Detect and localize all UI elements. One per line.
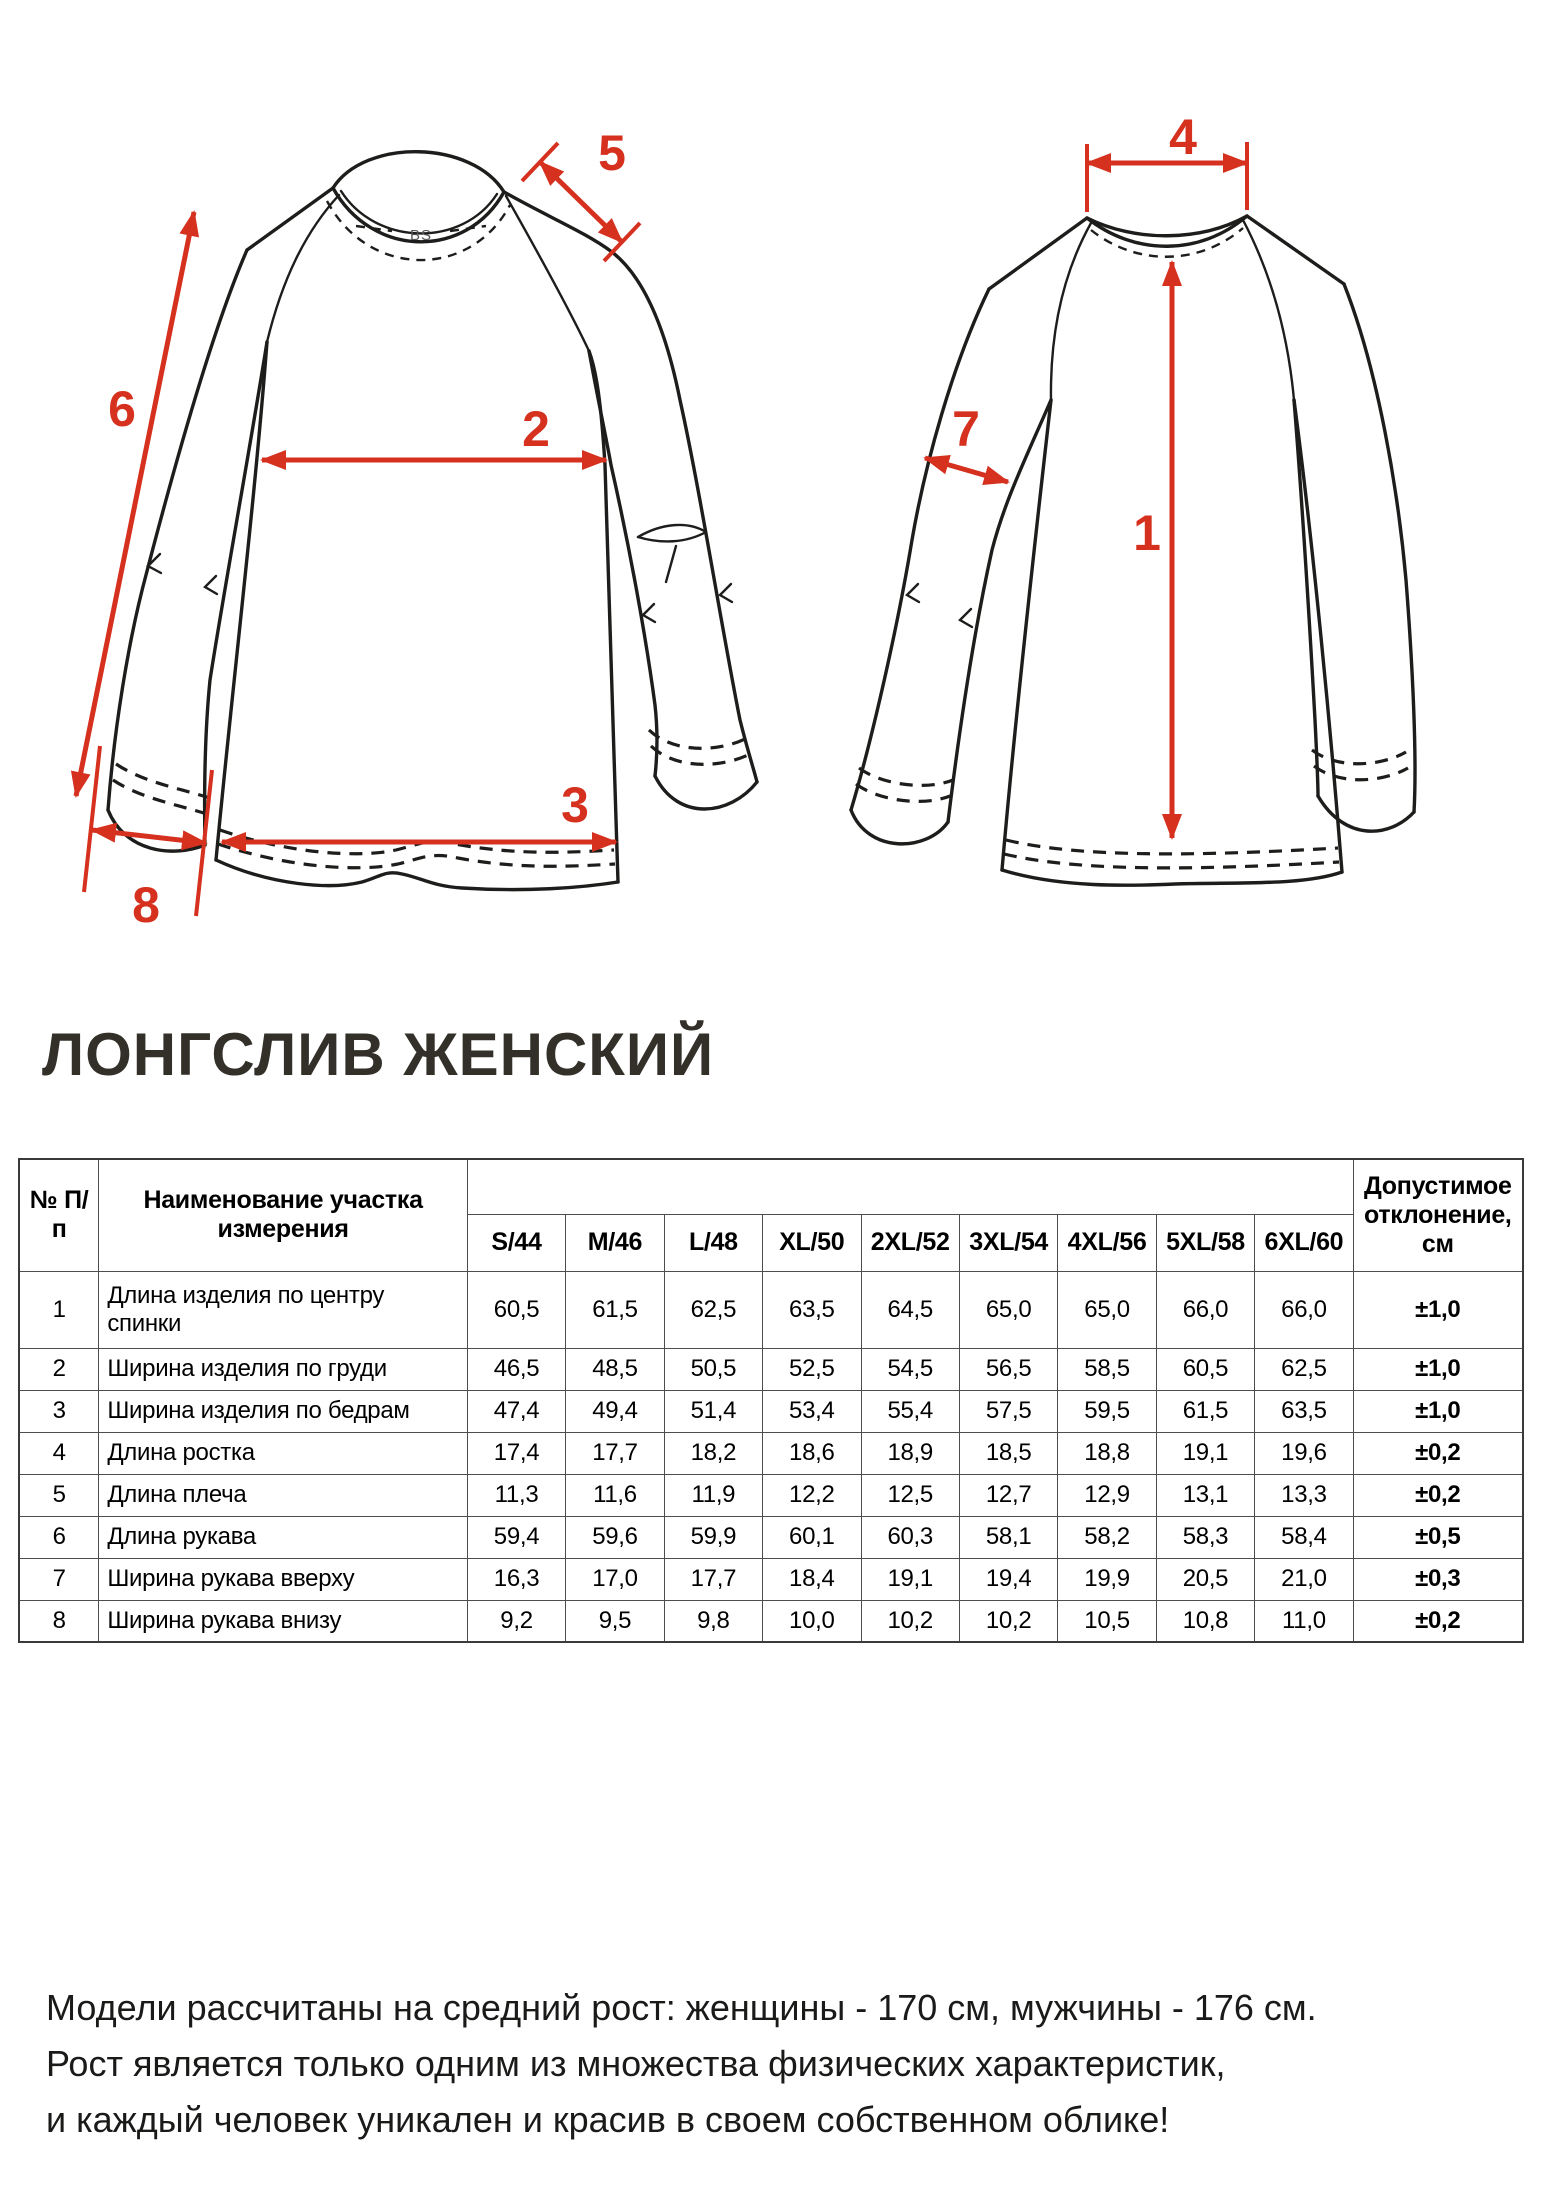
row-name: Ширина изделия по бедрам (99, 1390, 467, 1432)
cell-tolerance: ±0,2 (1353, 1600, 1523, 1642)
dimension-label-1: 1 (1133, 505, 1161, 561)
cell-value: 10,5 (1058, 1600, 1156, 1642)
dimension-label-8: 8 (132, 877, 160, 933)
table-row (19, 1348, 1523, 1390)
cell-value: 17,7 (664, 1558, 762, 1600)
cell-value: 66,0 (1255, 1271, 1353, 1348)
neck-tag-label: BS (409, 227, 433, 244)
cell-value: 57,5 (959, 1390, 1057, 1432)
table-row (19, 1474, 1523, 1516)
cell-value: 58,5 (1058, 1348, 1156, 1390)
size-header: 2XL/52 (861, 1214, 959, 1271)
cell-value: 12,5 (861, 1474, 959, 1516)
dimension-arrow-1 (1133, 262, 1172, 838)
column-header-tolerance: Допустимое отклонение, см (1353, 1159, 1523, 1271)
cell-value: 20,5 (1156, 1558, 1254, 1600)
table-row (19, 1516, 1523, 1558)
cell-value: 17,7 (566, 1432, 664, 1474)
size-header: S/44 (467, 1214, 565, 1271)
cell-tolerance: ±0,2 (1353, 1474, 1523, 1516)
cell-value: 60,5 (467, 1271, 565, 1348)
row-num: 8 (19, 1600, 99, 1642)
cell-value: 9,2 (467, 1600, 565, 1642)
dimension-label-7: 7 (952, 401, 980, 457)
cell-value: 50,5 (664, 1348, 762, 1390)
dimension-arrow-4 (1087, 109, 1247, 212)
footer-note (46, 1980, 1516, 2148)
cell-value: 61,5 (566, 1271, 664, 1348)
cell-tolerance: ±0,2 (1353, 1432, 1523, 1474)
cell-value: 58,1 (959, 1516, 1057, 1558)
cell-value: 60,5 (1156, 1348, 1254, 1390)
size-header: L/48 (664, 1214, 762, 1271)
cell-value: 63,5 (1255, 1390, 1353, 1432)
cell-value: 12,7 (959, 1474, 1057, 1516)
cell-value: 19,4 (959, 1558, 1057, 1600)
row-name: Длина рукава (99, 1516, 467, 1558)
cell-value: 59,6 (566, 1516, 664, 1558)
footer-line: Рост является только одним из множества физических характеристик, (46, 2043, 1226, 2084)
cell-value: 12,9 (1058, 1474, 1156, 1516)
dimension-arrow-3 (222, 777, 616, 842)
cell-value: 19,1 (1156, 1432, 1254, 1474)
cell-value: 54,5 (861, 1348, 959, 1390)
cell-value: 9,5 (566, 1600, 664, 1642)
cell-value: 10,2 (861, 1600, 959, 1642)
size-header: 6XL/60 (1255, 1214, 1353, 1271)
row-num: 4 (19, 1432, 99, 1474)
row-num: 7 (19, 1558, 99, 1600)
cell-value: 63,5 (763, 1271, 861, 1348)
footer-line: и каждый человек уникален и красив в своем собственном облике! (46, 2099, 1170, 2140)
row-num: 5 (19, 1474, 99, 1516)
row-name: Длина плеча (99, 1474, 467, 1516)
table-row (19, 1390, 1523, 1432)
cell-value: 51,4 (664, 1390, 762, 1432)
column-header-name: Наименование участка измерения (99, 1159, 467, 1271)
cell-value: 18,4 (763, 1558, 861, 1600)
dimension-label-4: 4 (1169, 109, 1197, 165)
row-name: Ширина изделия по груди (99, 1348, 467, 1390)
cell-value: 56,5 (959, 1348, 1057, 1390)
cell-value: 53,4 (763, 1390, 861, 1432)
cell-value: 11,3 (467, 1474, 565, 1516)
dimension-label-6: 6 (108, 381, 136, 437)
cell-value: 11,0 (1255, 1600, 1353, 1642)
size-header: 4XL/56 (1058, 1214, 1156, 1271)
garment-measurement-diagram (0, 70, 1542, 970)
cell-value: 47,4 (467, 1390, 565, 1432)
dimension-arrow-2 (262, 401, 606, 460)
cell-value: 18,9 (861, 1432, 959, 1474)
cell-value: 10,2 (959, 1600, 1057, 1642)
cell-value: 10,8 (1156, 1600, 1254, 1642)
front-view-drawing (108, 152, 757, 890)
cell-value: 59,5 (1058, 1390, 1156, 1432)
cell-value: 19,9 (1058, 1558, 1156, 1600)
dimension-label-3: 3 (561, 777, 589, 833)
dimension-arrow-5 (522, 125, 640, 261)
cell-value: 12,2 (763, 1474, 861, 1516)
cell-value: 17,0 (566, 1558, 664, 1600)
cell-value: 58,2 (1058, 1516, 1156, 1558)
cell-value: 49,4 (566, 1390, 664, 1432)
cell-value: 17,4 (467, 1432, 565, 1474)
cell-value: 59,9 (664, 1516, 762, 1558)
cell-value: 11,6 (566, 1474, 664, 1516)
table-row (19, 1271, 1523, 1348)
row-name: Ширина рукава внизу (99, 1600, 467, 1642)
cell-tolerance: ±1,0 (1353, 1271, 1523, 1348)
cell-tolerance: ±1,0 (1353, 1390, 1523, 1432)
row-num: 1 (19, 1271, 99, 1348)
cell-value: 61,5 (1156, 1390, 1254, 1432)
cell-value: 60,1 (763, 1516, 861, 1558)
cell-value: 65,0 (1058, 1271, 1156, 1348)
size-chart-table (18, 1158, 1524, 1643)
sizes-group-header (467, 1159, 1353, 1214)
row-num: 2 (19, 1348, 99, 1390)
row-num: 6 (19, 1516, 99, 1558)
cell-value: 58,3 (1156, 1516, 1254, 1558)
row-name: Длина ростка (99, 1432, 467, 1474)
cell-value: 18,8 (1058, 1432, 1156, 1474)
dimension-arrow-7 (925, 401, 1008, 482)
cell-value: 58,4 (1255, 1516, 1353, 1558)
size-header: XL/50 (763, 1214, 861, 1271)
size-header: 3XL/54 (959, 1214, 1057, 1271)
column-header-num: № П/п (19, 1159, 99, 1271)
cell-value: 18,2 (664, 1432, 762, 1474)
page-title: ЛОНГСЛИВ ЖЕНСКИЙ (42, 1021, 715, 1088)
cell-tolerance: ±0,3 (1353, 1558, 1523, 1600)
cell-value: 60,3 (861, 1516, 959, 1558)
cell-value: 65,0 (959, 1271, 1057, 1348)
cell-value: 18,6 (763, 1432, 861, 1474)
dimension-label-5: 5 (598, 125, 626, 181)
cell-value: 48,5 (566, 1348, 664, 1390)
cell-value: 19,6 (1255, 1432, 1353, 1474)
dimension-arrow-8 (84, 746, 212, 933)
cell-value: 13,3 (1255, 1474, 1353, 1516)
row-name: Ширина рукава вверху (99, 1558, 467, 1600)
cell-value: 46,5 (467, 1348, 565, 1390)
cell-value: 19,1 (861, 1558, 959, 1600)
cell-value: 66,0 (1156, 1271, 1254, 1348)
row-name: Длина изделия по центру спинки (99, 1271, 467, 1348)
cell-value: 62,5 (1255, 1348, 1353, 1390)
cell-value: 62,5 (664, 1271, 762, 1348)
cell-value: 13,1 (1156, 1474, 1254, 1516)
table-row (19, 1432, 1523, 1474)
cell-tolerance: ±1,0 (1353, 1348, 1523, 1390)
dimension-label-2: 2 (522, 401, 550, 457)
cell-value: 9,8 (664, 1600, 762, 1642)
cell-tolerance: ±0,5 (1353, 1516, 1523, 1558)
cell-value: 52,5 (763, 1348, 861, 1390)
size-header: M/46 (566, 1214, 664, 1271)
cell-value: 59,4 (467, 1516, 565, 1558)
row-num: 3 (19, 1390, 99, 1432)
cell-value: 10,0 (763, 1600, 861, 1642)
cell-value: 55,4 (861, 1390, 959, 1432)
dimension-arrow-6 (76, 212, 194, 796)
cell-value: 21,0 (1255, 1558, 1353, 1600)
cell-value: 16,3 (467, 1558, 565, 1600)
table-row (19, 1600, 1523, 1642)
size-header: 5XL/58 (1156, 1214, 1254, 1271)
cell-value: 64,5 (861, 1271, 959, 1348)
cell-value: 11,9 (664, 1474, 762, 1516)
footer-line: Модели рассчитаны на средний рост: женщины - 170 см, мужчины - 176 см. (46, 1987, 1317, 2028)
cell-value: 18,5 (959, 1432, 1057, 1474)
table-row (19, 1558, 1523, 1600)
